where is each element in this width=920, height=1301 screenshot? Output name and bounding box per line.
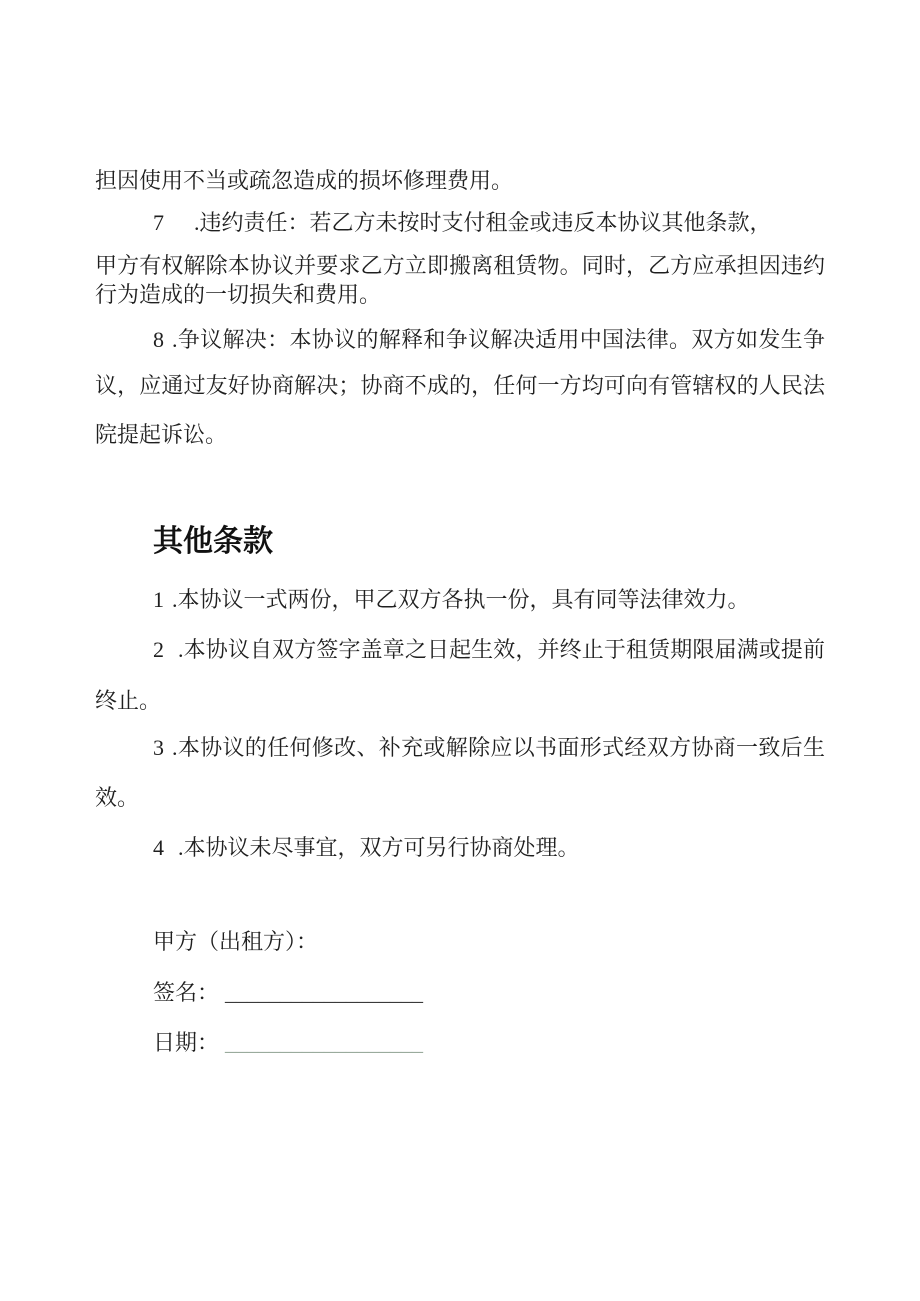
signature-date-label: 日期：: [153, 1030, 220, 1055]
clause-7-wrap-line-1: 甲方有权解除本协议并要求乙方立即搬离租赁物。同时，乙方应承担因违约: [95, 253, 825, 278]
item-1-number: 1: [153, 587, 164, 612]
clause-7-line: [95, 208, 825, 238]
signature-date-row: [95, 1028, 825, 1058]
signature-party-label: 甲方（出租方）：: [153, 929, 319, 954]
section-heading-other-terms: 其他条款: [153, 525, 273, 558]
other-terms-item-3: [95, 733, 825, 763]
clause-8-wrap-line-2: 院提起诉讼。: [95, 422, 228, 447]
item-3-number: 3: [153, 735, 164, 760]
signature-name-blank-line: __________________: [225, 980, 424, 1005]
carryover-text-line: 担因使用不当或疏忽造成的损坏修理费用。: [95, 168, 514, 193]
signature-date-blank-line: __________________: [225, 1030, 424, 1055]
item-4-number: 4: [153, 835, 164, 860]
item-2-text: .本协议自双方签字盖章之日起生效，并终止于租赁期限届满或提前: [178, 637, 825, 662]
item-1-text: .本协议一式两份，甲乙双方各执一份，具有同等法律效力。: [172, 587, 750, 612]
other-terms-item-1: [95, 585, 825, 615]
clause-8-line: [95, 325, 825, 355]
other-terms-item-2-wrap: 终止。: [95, 688, 162, 713]
clause-8-text: .争议解决：本协议的解释和争议解决适用中国法律。双方如发生争: [172, 327, 825, 352]
item-2-number: 2: [153, 637, 164, 662]
clause-7-wrap-line-2: 行为造成的一切损失和费用。: [95, 282, 382, 307]
item-4-text: .本协议未尽事宜，双方可另行协商处理。: [178, 835, 580, 860]
clause-8-number: 8: [153, 327, 164, 352]
clause-7-number: 7: [153, 210, 164, 235]
signature-name-label: 签名：: [153, 980, 220, 1005]
other-terms-item-3-wrap: 效。: [95, 785, 140, 810]
other-terms-item-4: [95, 833, 825, 863]
clause-7-text: .违约责任：若乙方未按时支付租金或违反本协议其他条款，: [194, 210, 772, 235]
signature-name-row: [95, 978, 825, 1008]
clause-8-wrap-line-1: 议，应通过友好协商解决；协商不成的，任何一方均可向有管辖权的人民法: [95, 373, 825, 398]
item-3-text: .本协议的任何修改、补充或解除应以书面形式经双方协商一致后生: [172, 735, 825, 760]
other-terms-item-2: [95, 635, 825, 665]
